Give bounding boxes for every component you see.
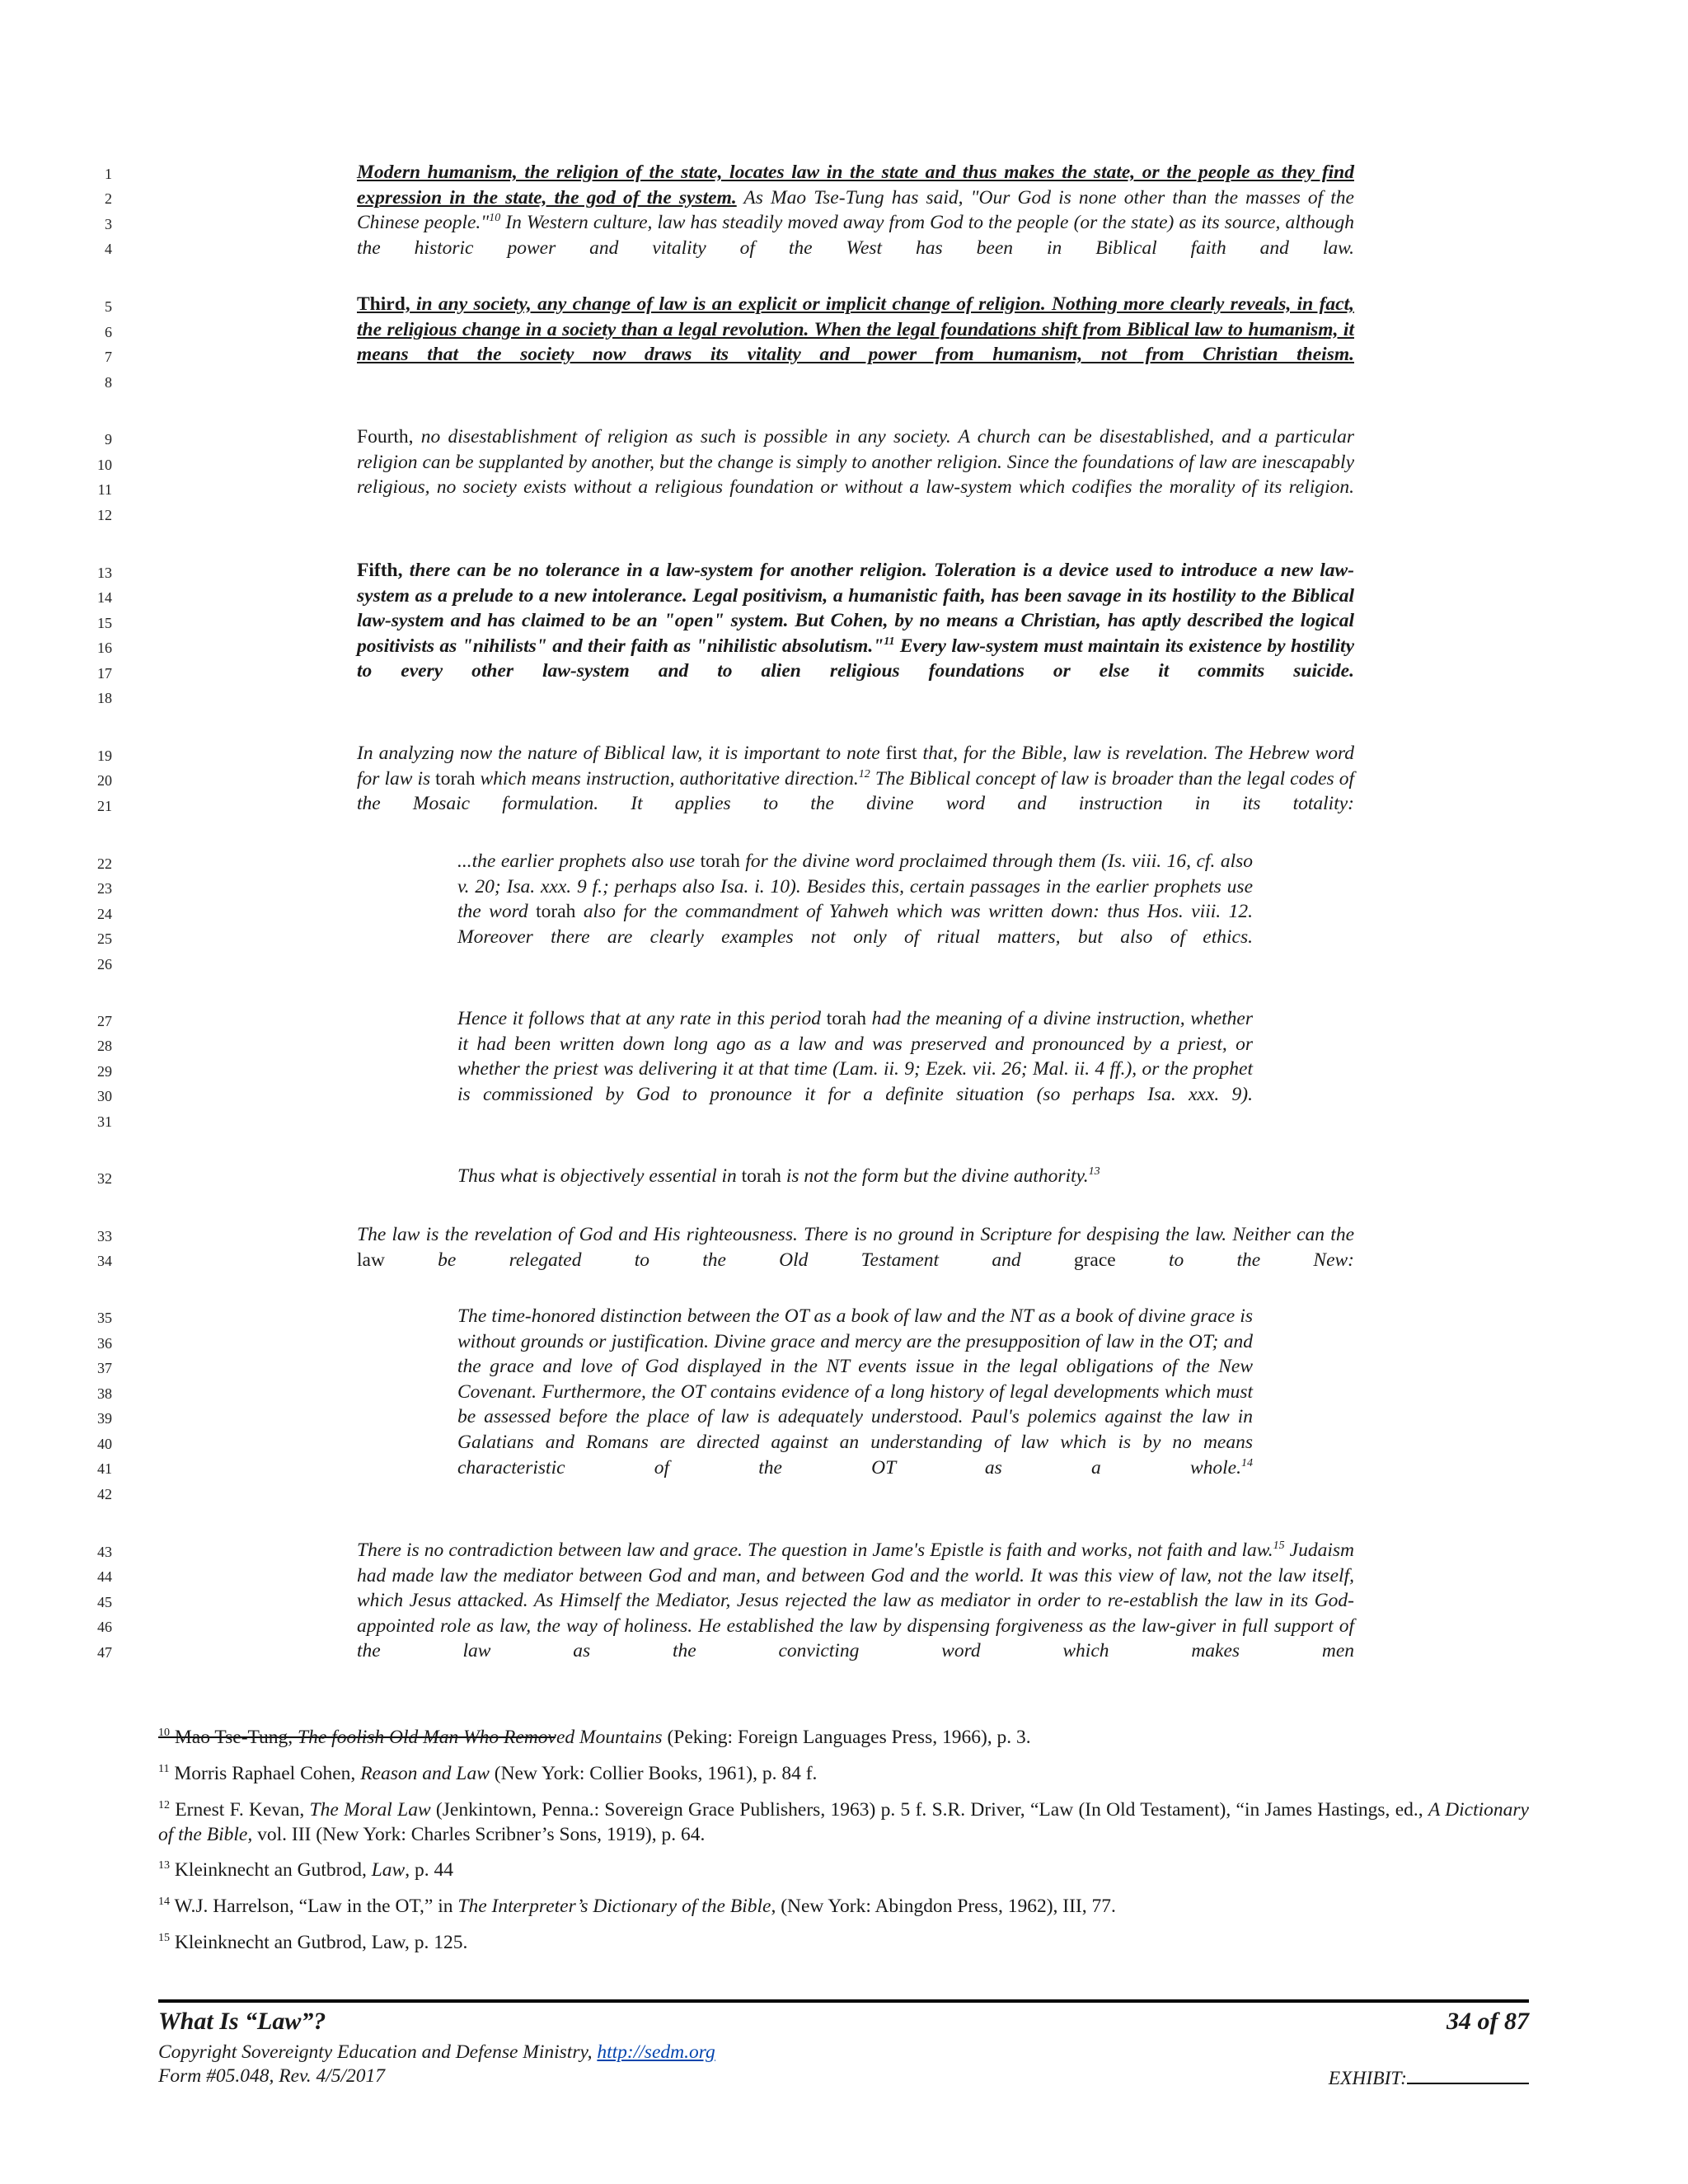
line-number: 3 bbox=[105, 216, 112, 232]
line-number: 11 bbox=[97, 481, 112, 498]
line-number: 36 bbox=[97, 1335, 112, 1352]
block-quote-torah-meaning: Hence it follows that at any rate in this period torah had the meaning of a divine instruction, whether it had been written down long ago as a law and was preserved and pronounced by a priest, or whether the priest was delivering it at that time (Lam. ii. 9; Ezek. vii. 26; Mal. ii. 4 ff.), or the prophet is commissioned by God to pronounce it for a definite situation (so perhaps Isa. xxx. 9). bbox=[457, 1008, 1253, 1105]
sedm-link[interactable]: http://sedm.org bbox=[597, 2041, 715, 2063]
line-number: 44 bbox=[97, 1568, 112, 1585]
line-number: 23 bbox=[97, 880, 112, 897]
footnote-13: $^{13}$ Kleinknecht an Gutbrod, Law, p. 44 bbox=[158, 1859, 453, 1881]
line-number: 13 bbox=[97, 565, 112, 581]
line-number: 42 bbox=[97, 1486, 112, 1502]
line-number: 7 bbox=[105, 349, 112, 365]
line-number: 10 bbox=[97, 457, 112, 473]
line-number: 2 bbox=[105, 190, 112, 207]
paragraph-third: Third, in any society, any change of law is an explicit or implicit change of religion. Nothing more clearly reveals, in fact, the religious change in a society than a legal revolution. When the legal foundations shift from Biblical law to humanism, it means that the society now draws its vitality and power from humanism, not from Christian theism. bbox=[357, 293, 1354, 366]
footnote-15: $^{15}$ Kleinknecht an Gutbrod, Law, p. 125. bbox=[158, 1932, 468, 1953]
line-number: 6 bbox=[105, 324, 112, 340]
line-number: 9 bbox=[105, 431, 112, 448]
footnote-14: $^{14}$ W.J. Harrelson, “Law in the OT,” in The Interpreter’s Dictionary of the Bible, (New York: Abingdon Press, 1962), III, 77. bbox=[158, 1896, 1116, 1917]
line-number: 46 bbox=[97, 1619, 112, 1635]
line-number: 19 bbox=[97, 748, 112, 764]
line-number: 41 bbox=[97, 1460, 112, 1477]
line-number: 33 bbox=[97, 1228, 112, 1244]
page-number: 34 of 87 bbox=[1447, 2008, 1529, 2035]
footnote-ref-12[interactable]: 12 bbox=[858, 767, 870, 780]
line-number: 14 bbox=[97, 589, 112, 606]
paragraph-fifth: Fifth, there can be no tolerance in a law-system for another religion. Toleration is a device used to introduce a new law-system as a prelude to a new intolerance. Legal positivism, a humanistic faith, has been savage in its hostility to the Biblical law-system and has claimed to be an "open" system. But Cohen, by no means a Christian, has aptly described the logical positivists as "nihilists" and their faith as "nihilistic absolutism."$^{11}$ Every law-system must maintain its existence by hostility to every other law-system and to alien religious foundations or else it commits suicide. bbox=[357, 560, 1354, 682]
copyright-line: Copyright Sovereignty Education and Defense Ministry, http://sedm.org bbox=[158, 2041, 715, 2063]
line-number: 4 bbox=[105, 241, 112, 257]
line-number: 38 bbox=[97, 1385, 112, 1402]
footnote-12: $^{12}$ Ernest F. Kevan, The Moral Law (Jenkintown, Penna.: Sovereign Grace Publishers, 1963) p. 5 f. S.R. Driver, “Law (In Old Testament), “in James Hastings, ed., A Dictionary of the Bible, vol. III (New York: Charles Scribner’s Sons, 1919), p. 64. bbox=[158, 1799, 1529, 1845]
line-number: 18 bbox=[97, 690, 112, 706]
line-number: 35 bbox=[97, 1310, 112, 1326]
footnote-10: $^{10}$ Mao Tse-Tung, The foolish Old Man Who Removed Mountains (Peking: Foreign Languages Press, 1966), p. 3. bbox=[158, 1727, 1031, 1748]
line-number: 37 bbox=[97, 1360, 112, 1376]
footnote-ref-15[interactable]: 15 bbox=[1273, 1540, 1285, 1553]
line-number: 39 bbox=[97, 1410, 112, 1427]
footnote-ref-10[interactable]: 10 bbox=[489, 212, 501, 225]
paragraph-biblical-law: In analyzing now the nature of Biblical law, it is important to note first that, for the Bible, law is revelation. The Hebrew word for law is torah which means instruction, authoritative direction.$^{12}$ The Biblical concept of law is broader than the legal codes of the Mosaic formulation. It applies to the divine word and instruction in its totality: bbox=[357, 743, 1355, 815]
document-title: What Is “Law”? bbox=[158, 2008, 326, 2035]
exhibit-blank-line[interactable] bbox=[1407, 2064, 1529, 2084]
line-number: 15 bbox=[97, 615, 112, 631]
line-number: 1 bbox=[105, 166, 112, 182]
paragraph-fourth: Fourth, no disestablishment of religion as such is possible in any society. A church can be disestablished, and a particular religion can be supplanted by another, but the change is simply to another religion. Since the foundations of law are inescapably religious, no society exists without a religious foundation or without a law-system which codifies the morality of its religion. bbox=[357, 426, 1354, 499]
paragraph-law-and-grace: There is no contradiction between law and grace. The question in Jame's Epistle is faith and works, not faith and law.$^{15}$ Judaism had made law the mediator between God and man, and between God and the world. It was this view of law, not the law itself, which Jesus attacked. As Himself the Mediator, Jesus rejected the law as mediator in order to re-establish the law in its God-appointed role as law, the way of holiness. He established the law by dispensing forgiveness as the law-giver in full support of the law as the convicting word which makes men bbox=[357, 1540, 1354, 1662]
footer-separator bbox=[158, 1999, 1529, 2003]
line-number: 24 bbox=[97, 906, 112, 922]
line-number: 16 bbox=[97, 640, 112, 656]
line-number: 22 bbox=[97, 855, 112, 872]
paragraph-lead: Fifth, bbox=[357, 560, 403, 581]
block-quote-ot-nt: The time-honored distinction between the OT as a book of law and the NT as a book of divine grace is without grounds or justification. Divine grace and mercy are the presupposition of law in the OT; and the grace and love of God displayed in the NT events issue in the legal obligations of the New Covenant. Furthermore, the OT contains evidence of a long history of legal developments which must be assessed before the place of law is adequately understood. Paul's polemics against the law in Galatians and Romans are directed against an understanding of law which is by no means characteristic of the OT as a whole.$^{14}$ bbox=[457, 1305, 1253, 1479]
block-quote-divine-authority: Thus what is objectively essential in torah is not the form but the divine authority.$^{13}$ bbox=[457, 1165, 1100, 1187]
line-number: 40 bbox=[97, 1436, 112, 1452]
line-number: 43 bbox=[97, 1544, 112, 1560]
line-number: 8 bbox=[105, 374, 112, 391]
footnote-ref-14[interactable]: 14 bbox=[1241, 1456, 1253, 1469]
line-number: 12 bbox=[97, 507, 112, 523]
line-number: 32 bbox=[97, 1170, 112, 1187]
exhibit-field: EXHIBIT: bbox=[1329, 2064, 1529, 2090]
line-number: 30 bbox=[97, 1088, 112, 1104]
paragraph-lead: Fourth, bbox=[357, 426, 414, 448]
line-number: 27 bbox=[97, 1013, 112, 1029]
line-number: 17 bbox=[97, 665, 112, 682]
paragraph-law-revelation: The law is the revelation of God and His righteousness. There is no ground in Scripture for despising the law. Neither can the law be relegated to the Old Testament and grace to the New: bbox=[357, 1224, 1355, 1271]
line-number: 28 bbox=[97, 1038, 112, 1054]
form-number: Form #05.048, Rev. 4/5/2017 bbox=[158, 2065, 386, 2087]
footnote-11: $^{11}$ Morris Raphael Cohen, Reason and Law (New York: Collier Books, 1961), p. 84 f. bbox=[158, 1763, 818, 1784]
line-number: 47 bbox=[97, 1644, 112, 1661]
line-number: 20 bbox=[97, 772, 112, 789]
line-number: 45 bbox=[97, 1594, 112, 1610]
footnote-ref-13[interactable]: 13 bbox=[1088, 1165, 1100, 1179]
line-number: 26 bbox=[97, 956, 112, 972]
line-number: 25 bbox=[97, 930, 112, 947]
line-number: 29 bbox=[97, 1063, 112, 1080]
line-number: 21 bbox=[97, 798, 112, 814]
line-number: 5 bbox=[105, 298, 112, 315]
paragraph-modern-humanism: Modern humanism, the religion of the state, locates law in the state and thus makes the state, or the people as they find expression in the state, the god of the system. As Mao Tse-Tung has said, "Our God is none other than the masses of the Chinese people."$^{10}$ In Western culture, law has steadily moved away from God to the people (or the state) as its source, although the historic power and vitality of the West has been in Biblical faith and law. bbox=[357, 162, 1355, 259]
line-number: 31 bbox=[97, 1113, 112, 1130]
paragraph-lead: Third, bbox=[357, 293, 410, 315]
line-number: 34 bbox=[97, 1253, 112, 1269]
paragraph-emphasis: Modern humanism, the religion of the state, locates law in the state and thus makes the state, or the people as they find expression in the state, the god of the system. bbox=[357, 162, 1354, 209]
block-quote-prophets: ...the earlier prophets also use torah for the divine word proclaimed through them (Is. viii. 16, cf. also v. 20; Isa. xxx. 9 f.; perhaps also Isa. i. 10). Besides this, certain passages in the earlier prophets use the word torah also for the commandment of Yahweh which was written down: thus Hos. viii. 12. Moreover there are clearly examples not only of ritual matters, but also of ethics. bbox=[457, 851, 1253, 948]
footnote-ref-11[interactable]: 11 bbox=[884, 635, 895, 648]
